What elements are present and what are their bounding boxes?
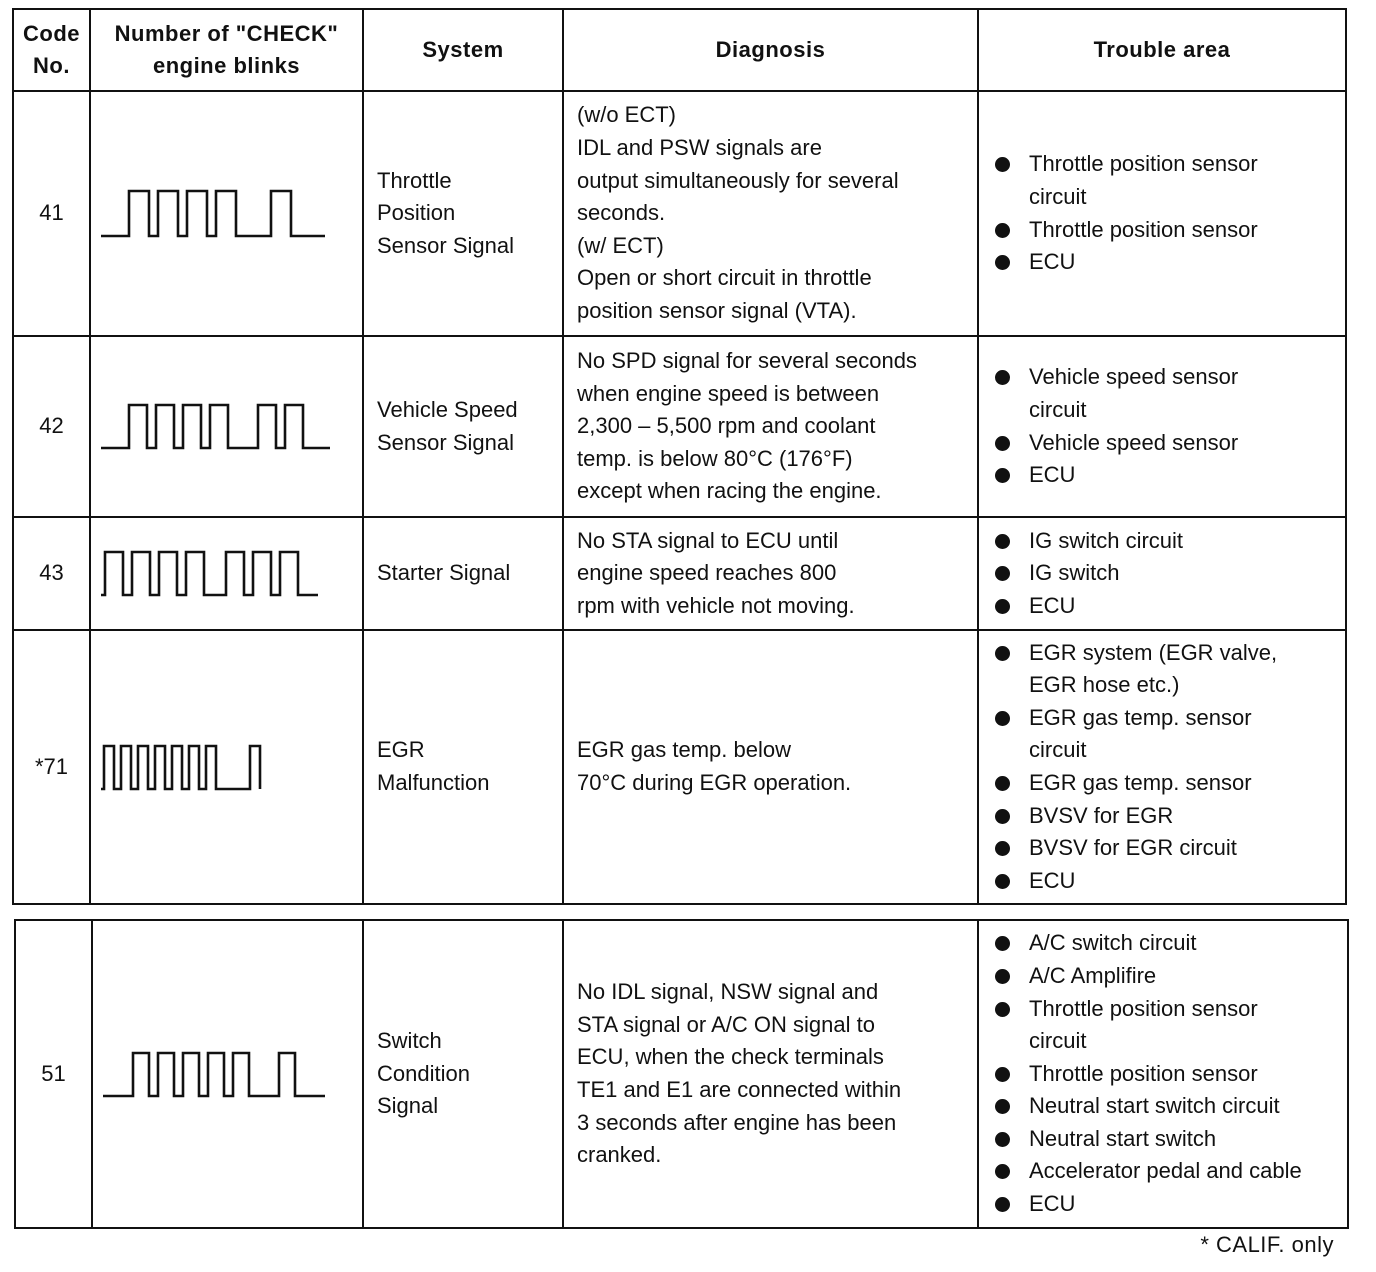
trouble-item-text: EGR system (EGR valve, xyxy=(1029,639,1278,665)
blink-pattern-icon xyxy=(99,548,345,599)
trouble-item-text: A/C Amplifire xyxy=(1029,962,1157,988)
trouble-item xyxy=(995,702,1343,767)
trouble-item-text: BVSV for EGR circuit xyxy=(1029,835,1237,861)
blink-waveform xyxy=(101,552,318,595)
system-line: Sensor Signal xyxy=(377,232,514,258)
trouble-item xyxy=(995,459,1343,492)
diagnosis-line: seconds. xyxy=(577,200,666,226)
bullet-icon xyxy=(995,566,1010,581)
bullet-icon xyxy=(995,255,1010,270)
diagnosis-text xyxy=(563,517,978,630)
system-line: Sensor Signal xyxy=(377,429,514,455)
bullet-icon xyxy=(995,1099,1010,1114)
trouble-item-text: Accelerator pedal and cable xyxy=(1029,1158,1302,1184)
header-row xyxy=(13,9,1346,91)
bullet-icon xyxy=(995,157,1010,172)
system-line: Malfunction xyxy=(377,770,490,795)
diagnosis-line: STA signal or A/C ON signal to xyxy=(577,1011,875,1037)
bullet-icon xyxy=(995,711,1010,726)
bullet-icon xyxy=(995,370,1010,385)
bullet-icon xyxy=(995,1197,1010,1212)
blink-pattern xyxy=(90,517,363,630)
diagnosis-line: position sensor signal (VTA). xyxy=(577,297,857,323)
bullet-icon xyxy=(995,1067,1010,1082)
table-body xyxy=(13,91,1346,904)
diagnosis-text xyxy=(563,91,978,336)
diagnosis-text xyxy=(563,630,978,904)
diagnosis-line: IDL and PSW signals are xyxy=(577,135,822,161)
blink-pattern xyxy=(92,920,363,1228)
diagnosis-line: No SPD signal for several seconds xyxy=(577,348,917,374)
trouble-item-text: Vehicle speed sensor xyxy=(1029,364,1239,390)
diagnosis-line: 70°C during EGR operation. xyxy=(577,770,852,795)
system-name xyxy=(363,920,563,1228)
bullet-icon xyxy=(995,1164,1010,1179)
diagnosis-line: (w/ ECT) xyxy=(577,232,664,258)
trouble-item-text: ECU xyxy=(1029,867,1076,893)
trouble-item-text: circuit xyxy=(1029,1028,1087,1054)
table-row xyxy=(13,91,1346,336)
diagnosis-line: TE1 and E1 are connected within xyxy=(577,1077,902,1102)
diagnosis-line: (w/o ECT) xyxy=(577,102,676,128)
diagnosis-text xyxy=(563,920,978,1228)
diagnosis-line: No IDL signal, NSW signal and xyxy=(577,979,879,1005)
trouble-item xyxy=(995,637,1343,702)
diagnosis-line: rpm with vehicle not moving. xyxy=(577,592,855,618)
blink-waveform xyxy=(101,191,325,236)
table-row xyxy=(13,517,1346,630)
trouble-item-text: circuit xyxy=(1029,737,1087,763)
diagnosis-line: Open or short circuit in throttle xyxy=(577,265,872,291)
trouble-item xyxy=(995,1123,1345,1156)
trouble-item xyxy=(995,960,1345,993)
bullet-icon xyxy=(995,776,1010,791)
system-line: Vehicle Speed xyxy=(377,396,518,422)
diagnostic-code-table-2 xyxy=(14,919,1349,1229)
trouble-item xyxy=(995,800,1343,833)
table-row xyxy=(15,920,1348,1228)
trouble-item xyxy=(995,927,1345,960)
blink-pattern xyxy=(90,336,363,517)
trouble-list xyxy=(995,637,1343,898)
trouble-area xyxy=(978,517,1346,630)
blink-pattern xyxy=(90,91,363,336)
trouble-item-text: BVSV for EGR xyxy=(1029,802,1174,828)
header-code: Code No. xyxy=(13,9,90,91)
diagnosis-line: No STA signal to ECU until xyxy=(577,527,839,553)
blink-pattern-icon xyxy=(99,187,325,240)
trouble-item-text: Throttle position sensor xyxy=(1029,151,1258,177)
trouble-area xyxy=(978,91,1346,336)
bullet-icon xyxy=(995,646,1010,661)
system-name xyxy=(363,517,563,630)
trouble-item-text: EGR gas temp. sensor xyxy=(1029,704,1252,730)
bullet-icon xyxy=(995,223,1010,238)
trouble-item-text: EGR hose etc.) xyxy=(1029,672,1180,698)
blink-pattern xyxy=(90,630,363,904)
trouble-item-text: circuit xyxy=(1029,183,1087,209)
blink-pattern-icon xyxy=(99,401,330,452)
trouble-item xyxy=(995,1058,1345,1091)
diagnosis-line: when engine speed is between xyxy=(577,380,880,406)
trouble-item xyxy=(995,1155,1345,1188)
trouble-item xyxy=(995,427,1343,460)
trouble-item xyxy=(995,1090,1345,1123)
trouble-item xyxy=(995,246,1343,279)
blink-waveform xyxy=(103,1053,325,1096)
header-blinks: Number of "CHECK" engine blinks xyxy=(90,9,363,91)
header-system: System xyxy=(363,9,563,91)
blink-waveform xyxy=(101,405,330,448)
code-number: 41 xyxy=(13,91,90,336)
diagnosis-line: EGR gas temp. below xyxy=(577,737,791,763)
table-body-2 xyxy=(15,920,1348,1228)
trouble-item xyxy=(995,1188,1345,1221)
code-number: 51 xyxy=(15,920,92,1228)
bullet-icon xyxy=(995,599,1010,614)
trouble-item-text: ECU xyxy=(1029,249,1076,275)
trouble-item-text: ECU xyxy=(1029,462,1076,488)
trouble-item xyxy=(995,148,1343,213)
system-line: Condition xyxy=(377,1060,470,1086)
trouble-area xyxy=(978,630,1346,904)
blink-waveform xyxy=(101,746,260,789)
system-line: Signal xyxy=(377,1093,439,1119)
bullet-icon xyxy=(995,936,1010,951)
diagnosis-line: ECU, when the check terminals xyxy=(577,1044,884,1070)
code-number: 43 xyxy=(13,517,90,630)
trouble-list xyxy=(995,148,1343,278)
system-line: Starter Signal xyxy=(377,560,511,586)
system-line: EGR xyxy=(377,737,425,763)
system-name xyxy=(363,91,563,336)
trouble-item-text: IG switch xyxy=(1029,560,1120,586)
bullet-icon xyxy=(995,841,1010,856)
bullet-icon xyxy=(995,468,1010,483)
bullet-icon xyxy=(995,534,1010,549)
trouble-item xyxy=(995,832,1343,865)
system-name xyxy=(363,630,563,904)
table-row xyxy=(13,630,1346,904)
trouble-item xyxy=(995,590,1343,623)
system-line: Position xyxy=(377,200,456,226)
bullet-icon xyxy=(995,809,1010,824)
trouble-item-text: Throttle position sensor xyxy=(1029,216,1258,242)
system-line: Switch xyxy=(377,1028,442,1054)
diagnosis-line: except when racing the engine. xyxy=(577,478,882,504)
table-row xyxy=(13,336,1346,517)
trouble-item-text: Throttle position sensor xyxy=(1029,1060,1258,1086)
trouble-item-text: circuit xyxy=(1029,396,1087,422)
system-line: Throttle xyxy=(377,167,452,193)
trouble-area xyxy=(978,920,1348,1228)
trouble-list xyxy=(995,525,1343,623)
bullet-icon xyxy=(995,874,1010,889)
trouble-item-text: Vehicle speed sensor xyxy=(1029,429,1239,455)
trouble-item xyxy=(995,361,1343,426)
trouble-item-text: Neutral start switch circuit xyxy=(1029,1093,1280,1119)
trouble-item-text: Neutral start switch xyxy=(1029,1125,1217,1151)
trouble-item xyxy=(995,993,1345,1058)
trouble-list xyxy=(995,927,1345,1220)
trouble-item-text: EGR gas temp. sensor xyxy=(1029,770,1252,795)
blink-pattern-icon xyxy=(99,742,320,793)
footnote: * CALIF. only xyxy=(1200,1232,1334,1257)
bullet-icon xyxy=(995,436,1010,451)
diagnosis-line: cranked. xyxy=(577,1142,662,1168)
header-diagnosis: Diagnosis xyxy=(563,9,978,91)
trouble-item xyxy=(995,525,1343,558)
trouble-item-text: Throttle position sensor xyxy=(1029,995,1258,1021)
diagnosis-line: 3 seconds after engine has been xyxy=(577,1109,897,1135)
diagnosis-line: 2,300 – 5,500 rpm and coolant xyxy=(577,413,876,439)
diagnosis-line: output simultaneously for several xyxy=(577,167,899,193)
header-trouble-area: Trouble area xyxy=(978,9,1346,91)
trouble-list xyxy=(995,361,1343,491)
system-name xyxy=(363,336,563,517)
trouble-item-text: ECU xyxy=(1029,1191,1076,1217)
trouble-item xyxy=(995,865,1343,898)
diagnosis-text xyxy=(563,336,978,517)
bullet-icon xyxy=(995,1002,1010,1017)
blink-pattern-icon xyxy=(101,1049,339,1100)
bullet-icon xyxy=(995,969,1010,984)
diagnosis-line: engine speed reaches 800 xyxy=(577,560,837,586)
code-number: 42 xyxy=(13,336,90,517)
diagnostic-code-table xyxy=(12,8,1347,905)
trouble-area xyxy=(978,336,1346,517)
bullet-icon xyxy=(995,1132,1010,1147)
trouble-item xyxy=(995,214,1343,247)
trouble-item-text: IG switch circuit xyxy=(1029,527,1184,553)
trouble-item xyxy=(995,557,1343,590)
code-number: *71 xyxy=(13,630,90,904)
trouble-item-text: ECU xyxy=(1029,592,1076,618)
diagnosis-line: temp. is below 80°C (176°F) xyxy=(577,445,853,471)
trouble-item-text: A/C switch circuit xyxy=(1029,930,1197,956)
trouble-item xyxy=(995,767,1343,800)
